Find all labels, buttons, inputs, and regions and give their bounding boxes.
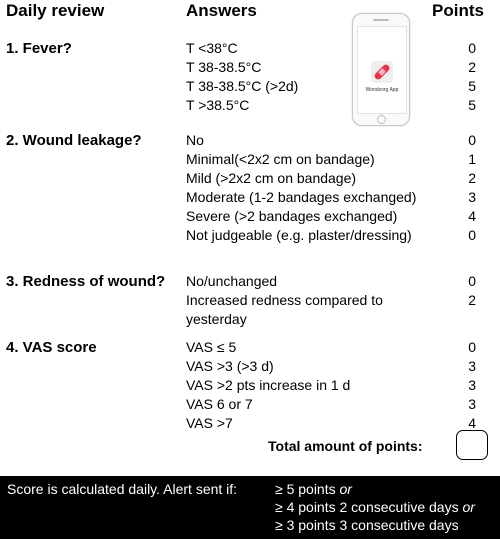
answers-header: Answers [186,1,257,20]
points-value: 0 [468,132,476,148]
answer-row: Minimal(<2x2 cm on bandage) [186,151,375,167]
answer-row: T >38.5°C [186,97,250,113]
answer-row: T 38-38.5°C (>2d) [186,78,299,94]
total-points-box[interactable] [456,430,488,460]
alert-rule-line: ≥ 5 points or [275,481,352,497]
daily-review-header: Daily review [6,1,105,20]
app-label: Wondzorg App [365,87,399,93]
answer-row: T 38-38.5°C [186,59,262,75]
points-value: 0 [468,40,476,56]
alert-rules-footer [0,476,500,539]
answer-row: VAS ≤ 5 [186,339,237,355]
points-value: 2 [468,59,476,75]
points-value: 1 [468,151,476,167]
answer-row: VAS >3 (>3 d) [186,358,274,374]
points-value: 0 [468,273,476,289]
points-value: 5 [468,78,476,94]
answer-row-continuation: yesterday [186,311,247,327]
points-value: 5 [468,97,476,113]
alert-rule-line: ≥ 3 points 3 consecutive days [275,517,459,533]
points-value: 3 [468,377,476,393]
answer-row: T <38°C [186,40,238,56]
points-value: 4 [468,415,476,431]
question-vas-score: 4. VAS score [6,339,97,356]
points-value: 3 [468,358,476,374]
points-value: 0 [468,339,476,355]
points-value: 3 [468,189,476,205]
total-points-label: Total amount of points: [268,438,423,454]
points-value: 4 [468,208,476,224]
question-wound-leakage: 2. Wound leakage? [6,132,142,149]
points-value: 2 [468,292,476,308]
answer-row: VAS 6 or 7 [186,396,253,412]
answer-row: Severe (>2 bandages exchanged) [186,208,398,224]
answer-row: No [186,132,204,148]
answer-row: Mild (>2x2 cm on bandage) [186,170,357,186]
answer-row: VAS >7 [186,415,233,431]
answer-row: Not judgeable (e.g. plaster/dressing) [186,227,412,243]
points-header: Points [432,1,484,20]
bandage-icon [371,61,393,83]
question-redness: 3. Redness of wound? [6,273,166,290]
phone-illustration [352,13,410,126]
phone-home-button [377,115,386,124]
question-fever: 1. Fever? [6,40,72,57]
answer-row: Increased redness compared to [186,292,383,308]
points-value: 3 [468,396,476,412]
phone-screen [357,26,407,114]
app-tile [371,61,393,83]
alert-rule-line: ≥ 4 points 2 consecutive days or [275,499,475,515]
phone-speaker [373,19,389,21]
points-value: 0 [468,227,476,243]
points-value: 2 [468,170,476,186]
answer-row: No/unchanged [186,273,278,289]
alert-rule-intro: Score is calculated daily. Alert sent if: [7,481,238,497]
answer-row: VAS >2 pts increase in 1 d [186,377,351,393]
answer-row: Moderate (1-2 bandages exchanged) [186,189,417,205]
